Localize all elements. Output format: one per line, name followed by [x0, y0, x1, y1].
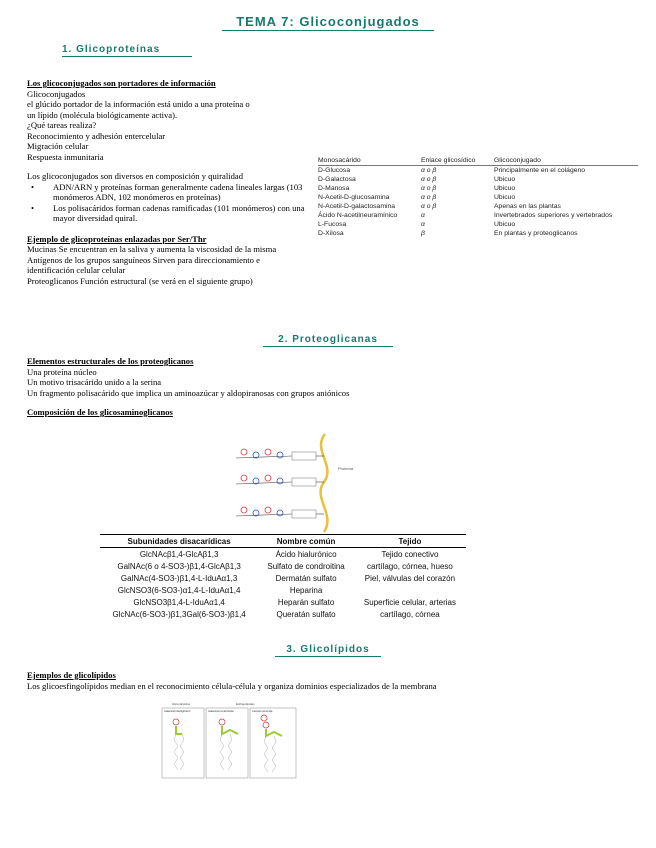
- column-header: Monosacárido: [318, 156, 421, 166]
- table-cell: D-Manosa: [318, 185, 350, 192]
- sugar-ring: [265, 475, 271, 481]
- intro-line: Migración celular: [27, 141, 89, 151]
- table-cell: Principalmente en el colágeno: [494, 167, 586, 174]
- table-cell: α o β: [421, 194, 437, 201]
- table-header-row: [318, 156, 638, 166]
- elements-line: Un motivo trisacárido unido a la serina: [27, 377, 162, 387]
- table-cell: N-Acetil-D-glucosamina: [318, 194, 390, 201]
- table-cell: Ácido N-acetilneuramínico: [318, 212, 398, 219]
- panel-title: Lactosil-ceramida: [252, 710, 273, 713]
- intro-heading: Los glicoconjugados son portadores de información: [27, 78, 216, 88]
- table-cell: Tejido conectivo: [381, 549, 439, 559]
- table-row: [100, 596, 466, 608]
- sugar-ring: [265, 449, 271, 455]
- sugar-ring: [277, 478, 283, 484]
- glycolipid-panel-3: [250, 708, 296, 778]
- intro-line: el glúcido portador de la información está unido a una proteína o: [27, 99, 250, 109]
- column-header: Tejido: [354, 535, 466, 548]
- table-cell: α: [421, 221, 425, 228]
- column-header: Glicoconjugado: [494, 156, 638, 166]
- table-cell: D-Glucosa: [318, 167, 351, 174]
- protein-label: Proteína: [338, 466, 354, 471]
- table-cell: En plantas y proteoglicanos: [494, 230, 578, 237]
- table-cell: α o β: [421, 185, 437, 192]
- table-cell: α o β: [421, 167, 437, 174]
- table-cell: β: [421, 230, 425, 237]
- sugar-ring: [241, 475, 247, 481]
- table-cell: Heparán sulfato: [277, 597, 335, 607]
- linker-box: [292, 452, 316, 460]
- diversity-line: Los glicoconjugados son diversos en composición y quiralidad: [27, 171, 244, 181]
- table-row: [318, 229, 638, 238]
- table-cell: Dermatán sulfato: [275, 573, 337, 583]
- page-title-text: TEMA 7: Glicoconjugados: [236, 14, 420, 29]
- column-header: Nombre común: [258, 535, 354, 548]
- table-cell: Piel, válvulas del corazón: [364, 573, 456, 583]
- composition-heading: Composición de los glicosaminoglicanos: [27, 407, 173, 417]
- panel-title: Galactosil-diacilglicerol: [164, 710, 191, 713]
- example-line: Mucinas Se encuentran en la saliva y aumenta la viscosidad de la misma: [27, 244, 277, 254]
- intro-line: Reconocimiento y adhesión entercelular: [27, 130, 166, 141]
- sugar-ring: [277, 452, 283, 458]
- table-row: [100, 608, 466, 620]
- table-cell: GlcNSO3(6-SO3-)α1,4-L-IduAα1,4: [117, 585, 241, 595]
- table-row: [318, 220, 638, 229]
- column-header: Enlace glicosídico: [421, 156, 494, 166]
- table-cell: α o β: [421, 203, 437, 210]
- table-cell: Heparina: [289, 585, 323, 595]
- table-row: [318, 211, 638, 220]
- table-header-row: [100, 535, 466, 548]
- table-cell: Queratán sulfato: [276, 609, 336, 619]
- table-cell: Apenas en las plantas: [494, 203, 561, 210]
- bullet-item: • ADN/ARN y proteínas forman generalmente cadena lineales largas (103 monómeros ADN, 102 monómeros en proteínas): [27, 182, 315, 203]
- section-3-text: [27, 670, 637, 691]
- sugar-ring: [241, 449, 247, 455]
- table-cell: GalNAc(4-SO3-)β1,4-L-IduAα1,3: [120, 573, 238, 583]
- table-cell: GlcNAc(6-SO3-)β1,3Gal(6-SO3-)β1,4: [112, 609, 246, 619]
- section-1-heading-text: 1. Glicoproteínas: [62, 44, 161, 55]
- table-cell: Ácido hialurónico: [275, 549, 337, 559]
- table-cell: Sulfato de condroitina: [267, 561, 345, 571]
- table-cell: D-Galactosa: [318, 176, 356, 183]
- glycolipid-figure: [160, 700, 308, 780]
- section-2-text: [27, 356, 627, 418]
- glycolipid-panel-1: [162, 708, 204, 778]
- panel-title: Galactosil-cerebrósido: [208, 710, 234, 713]
- table-row: [100, 548, 466, 561]
- proteoglycan-figure: [232, 430, 382, 534]
- table-cell: N-Acetil-D-galactosamina: [318, 203, 396, 210]
- table-cell: α: [421, 212, 425, 219]
- section-3-heading: [0, 644, 656, 657]
- page-title: [0, 14, 656, 31]
- section-3-heading-text: 3. Glicolípidos: [286, 644, 370, 655]
- table-cell: GlcNSO3β1,4-L-IduAα1,4: [133, 597, 225, 607]
- section-2-heading: [0, 334, 656, 347]
- glycolipid-panel-2: [206, 708, 248, 778]
- table-cell: Superficie celular, arterias: [363, 597, 456, 607]
- elements-line: Un fragmento polisacárido que implica un aminoazúcar y aldopiranosas con grupos aniónicos: [27, 387, 350, 398]
- table-row: [100, 584, 466, 596]
- section-3-underline: [275, 656, 381, 657]
- example-heading: Ejemplo de glicoproteínas enlazadas por Ser/Thr: [27, 233, 207, 244]
- intro-line: un lípido (molécula biológicamente activa).: [27, 109, 178, 120]
- elements-heading: Elementos estructurales de los proteoglicanos: [27, 356, 194, 366]
- title-underline: [222, 30, 434, 31]
- example-line: identificación celular celular: [27, 265, 126, 275]
- sugar-ring: [265, 507, 271, 513]
- sugar-ring: [241, 507, 247, 513]
- table-cell: Ubicuo: [494, 176, 516, 183]
- table-row: [318, 193, 638, 202]
- example-line: Antígenos de los grupos sanguíneos Sirven para direccionamiento e: [27, 254, 260, 265]
- group-label-glycerolipids: Glicerolípidos: [172, 702, 191, 706]
- bullet-item: • Los polisacáridos forman cadenas ramificadas (101 monómeros) con una mayor diversidad quiral.: [27, 203, 315, 224]
- table-cell: Ubicuo: [494, 185, 516, 192]
- intro-line: Respuesta inmunitaria: [27, 151, 104, 162]
- table-row: [318, 184, 638, 193]
- linker-box: [292, 478, 316, 486]
- table-cell: Ubicuo: [494, 194, 516, 201]
- table-cell: cartílago, córnea: [380, 609, 440, 619]
- table-row: [318, 202, 638, 211]
- monosaccharide-table-wrapper: [318, 156, 638, 238]
- example-line: Proteoglicanos Función estructural (se verá en el siguiente grupo): [27, 275, 253, 286]
- monosaccharide-table: [318, 156, 638, 238]
- group-label-sphingolipids: Esfingolípidos: [236, 702, 255, 706]
- gag-chain-1: [236, 449, 324, 460]
- column-header: Subunidades disacarídicas: [100, 535, 258, 548]
- table-row: [100, 572, 466, 584]
- table-row: [318, 166, 638, 176]
- table-cell: [354, 584, 466, 596]
- table-row: [100, 560, 466, 572]
- gag-table-wrapper: [100, 534, 560, 620]
- section-2-underline: [263, 346, 393, 347]
- section-1-underline: [62, 56, 192, 57]
- core-protein-chain: [321, 434, 328, 532]
- glycolipid-example-line: Los glicoesfingolípidos median en el reconocimiento célula-célula y organiza dominios especializados de la membrana: [27, 680, 437, 691]
- section-1-text: [27, 78, 317, 286]
- table-cell: GlcNAcβ1,4-GlcAβ1,3: [139, 549, 219, 559]
- sugar-ring: [277, 510, 283, 516]
- intro-line: Glicoconjugados: [27, 88, 86, 99]
- table-cell: D-Xilosa: [318, 230, 344, 237]
- table-cell: Invertebrados superiores y vertebrados: [494, 212, 613, 219]
- section-1-heading: [62, 44, 192, 57]
- table-cell: L-Fucosa: [318, 221, 347, 228]
- glycosaminoglycan-table: [100, 534, 466, 620]
- table-cell: Ubicuo: [494, 221, 516, 228]
- gag-chain-3: [236, 507, 324, 518]
- section-2-heading-text: 2. Proteoglicanas: [278, 334, 378, 345]
- table-cell: α o β: [421, 176, 437, 183]
- table-cell: cartílago, córnea, hueso: [367, 561, 453, 571]
- gag-chain-2: [236, 475, 324, 486]
- intro-line: ¿Qué tareas realiza?: [27, 120, 97, 130]
- elements-line: Una proteína núcleo: [27, 366, 97, 377]
- table-row: [318, 175, 638, 184]
- table-cell: GalNAc(6 o 4-SO3-)β1,4-GlcAβ1,3: [117, 561, 241, 571]
- linker-box: [292, 510, 316, 518]
- glycolipid-example-heading: Ejemplos de glicolípidos: [27, 670, 116, 680]
